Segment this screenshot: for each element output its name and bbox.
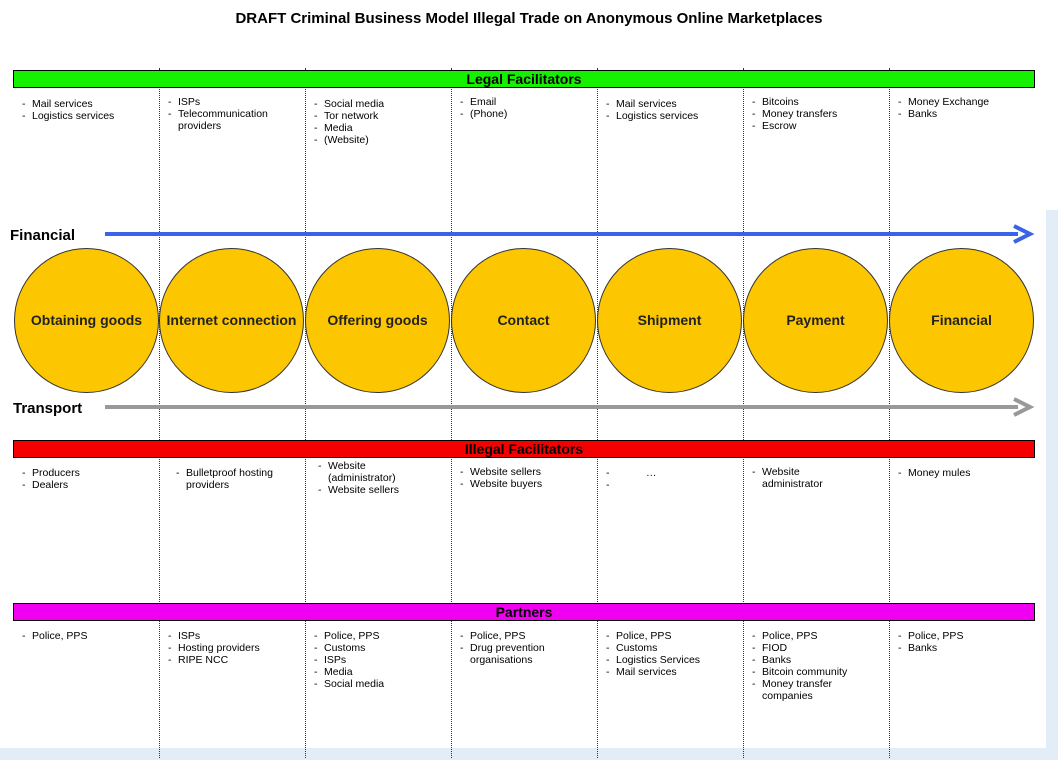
list-item: - Website administrator — [752, 466, 862, 490]
illegal-cell — [176, 467, 301, 491]
transport-arrow-icon — [100, 397, 1040, 417]
list-item: - FIOD — [752, 642, 882, 654]
list-item: - Money Exchange — [898, 96, 1038, 108]
list-item: - Website (administrator) — [318, 460, 428, 484]
list-item: - Website sellers — [318, 484, 428, 496]
partners-cell — [168, 630, 298, 666]
illegal-cell — [898, 467, 1028, 479]
list-item: - Banks — [898, 108, 1038, 120]
list-item: - (Phone) — [460, 108, 590, 120]
illegal-cell — [752, 466, 862, 490]
financial-flow-label: Financial — [10, 227, 76, 244]
list-item: - Police, PPS — [752, 630, 882, 642]
list-item: - Police, PPS — [606, 630, 736, 642]
list-item: - Website sellers — [460, 466, 590, 478]
step-offering-goods: Offering goods — [305, 248, 450, 393]
list-item: - Social media — [314, 678, 444, 690]
illegal-cell — [606, 467, 736, 491]
list-item: - Email — [460, 96, 590, 108]
list-item: - Hosting providers — [168, 642, 298, 654]
legal-cell — [898, 96, 1038, 120]
list-item: - Banks — [752, 654, 882, 666]
legal-cell — [22, 98, 152, 122]
list-item: - ISPs — [168, 96, 298, 108]
illegal-cell — [318, 460, 428, 496]
partners-cell — [460, 630, 585, 666]
list-item: - Mail services — [22, 98, 152, 110]
list-item: - Police, PPS — [460, 630, 585, 642]
list-item: - Bulletproof hosting providers — [176, 467, 301, 491]
list-item: - Logistics services — [22, 110, 152, 122]
illegal-cell — [22, 467, 152, 491]
transport-flow-label: Transport — [13, 400, 83, 417]
list-item — [606, 479, 736, 491]
list-item: - Money transfers — [752, 108, 882, 120]
list-item: - RIPE NCC — [168, 654, 298, 666]
illegal-cell — [460, 466, 590, 490]
illegal-facilitators-header: Illegal Facilitators — [13, 440, 1035, 458]
list-item: - (Website) — [314, 134, 444, 146]
legal-cell — [460, 96, 590, 120]
list-item: - Police, PPS — [898, 630, 1028, 642]
partners-header: Partners — [13, 603, 1035, 621]
list-item: - Drug prevention organisations — [460, 642, 585, 666]
legal-cell — [314, 98, 444, 146]
diagram-title: DRAFT Criminal Business Model Illegal Trade on Anonymous Online Marketplaces — [235, 10, 823, 27]
list-item: - Logistics Services — [606, 654, 736, 666]
legal-facilitators-header: Legal Facilitators — [13, 70, 1035, 88]
list-item: - ISPs — [168, 630, 298, 642]
list-item: - Dealers — [22, 479, 152, 491]
list-item: - Media — [314, 122, 444, 134]
step-financial: Financial — [889, 248, 1034, 393]
step-obtaining-goods: Obtaining goods — [14, 248, 159, 393]
partners-cell — [22, 630, 152, 642]
list-item: - Police, PPS — [314, 630, 444, 642]
partners-cell — [314, 630, 444, 690]
list-item: - Logistics services — [606, 110, 736, 122]
list-item: - Website buyers — [460, 478, 590, 490]
list-item: - Telecommunication providers — [168, 108, 298, 132]
list-item: - Producers — [22, 467, 152, 479]
list-item: - Banks — [898, 642, 1028, 654]
list-item: - Bitcoin community — [752, 666, 882, 678]
partners-cell — [606, 630, 736, 678]
list-item: - Bitcoins — [752, 96, 882, 108]
list-item: - Money transfer companies — [752, 678, 882, 702]
background-panel — [1046, 210, 1058, 760]
list-item: - Tor network — [314, 110, 444, 122]
list-item: - Customs — [314, 642, 444, 654]
step-internet-connection: Internet connection — [159, 248, 304, 393]
list-item: - Customs — [606, 642, 736, 654]
partners-cell — [752, 630, 882, 702]
step-shipment: Shipment — [597, 248, 742, 393]
partners-cell — [898, 630, 1028, 654]
legal-cell — [606, 98, 736, 122]
step-payment: Payment — [743, 248, 888, 393]
list-item: - Police, PPS — [22, 630, 152, 642]
list-item: - Media — [314, 666, 444, 678]
step-contact: Contact — [451, 248, 596, 393]
legal-cell — [752, 96, 882, 132]
list-item: - ISPs — [314, 654, 444, 666]
list-item: - … — [606, 467, 736, 479]
list-item: - Mail services — [606, 666, 736, 678]
list-item: - Escrow — [752, 120, 882, 132]
legal-cell — [168, 96, 298, 132]
financial-arrow-icon — [100, 224, 1040, 244]
list-item: - Money mules — [898, 467, 1028, 479]
list-item: - Mail services — [606, 98, 736, 110]
list-item: - Social media — [314, 98, 444, 110]
